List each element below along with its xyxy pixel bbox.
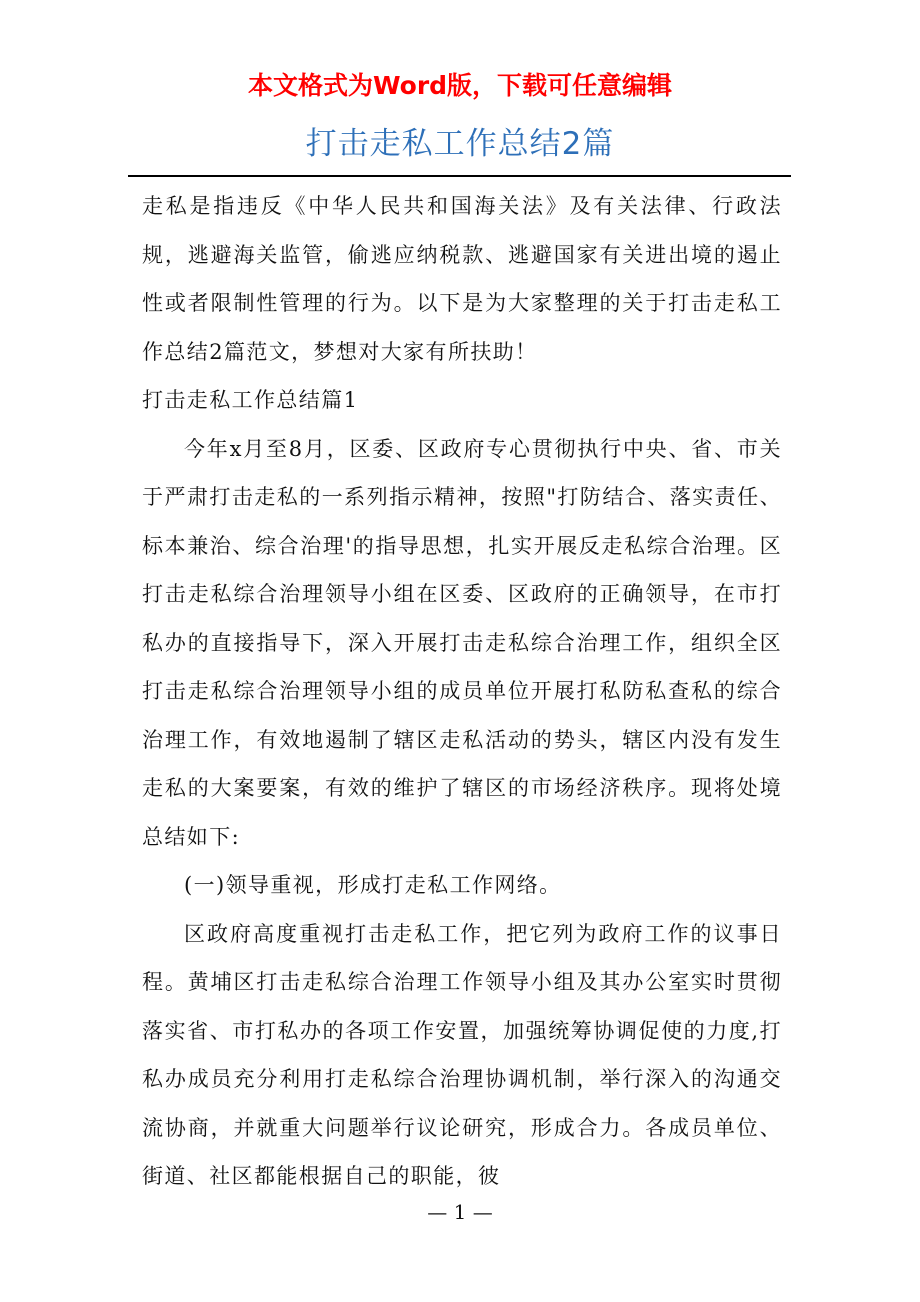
- intro-paragraph: 走私是指违反《中华人民共和国海关法》及有关法律、行政法规，逃避海关监管，偷逃应纳税款、逃避国家有关进出境的遏止性或者限制性管理的行为。以下是为大家整理的关于打击走私工作总结2篇范文，梦想对大家有所扶助！: [142, 194, 782, 364]
- document-title: 打击走私工作总结2篇: [305, 126, 615, 162]
- body-paragraph-2: 区政府高度重视打击走私工作，把它列为政府工作的议事日程。黄埔区打击走私综合治理工作领导小组及其办公室实时贯彻落实省、市打私办的各项工作安置，加强统筹协调促使的力度,打私办成员充分利用打走私综合治理协调机制，举行深入的沟通交流协商，并就重大问题举行议论研究，形成合力。各成员单位、街道、社区都能根据自己的职能，彼: [142, 921, 782, 1188]
- subheading-1: (一)领导重视，形成打走私工作网络。: [184, 873, 562, 897]
- title-divider: [128, 175, 791, 177]
- body-paragraph-1: 今年x月至8月，区委、区政府专心贯彻执行中央、省、市关于严肃打击走私的一系列指示精神，按照"打防结合、落实责任、标本兼治、综合治理'的指导思想，扎实开展反走私综合治理。区打击走私综合治理领导小组在区委、区政府的正确领导，在市打私办的直接指导下，深入开展打击走私综合治理工作，组织全区打击走私综合治理领导小组的成员单位开展打私防私查私的综合治理工作，有效地遏制了辖区走私活动的势头，辖区内没有发生走私的大案要案，有效的维护了辖区的市场经济秩序。现将处境总结如下:: [142, 436, 782, 849]
- download-banner: 本文格式为Word版，下载可任意编辑: [247, 71, 673, 100]
- page-number: — 1 —: [427, 1200, 493, 1224]
- document-body: [142, 182, 782, 1201]
- section-heading: 打击走私工作总结篇1: [142, 388, 359, 412]
